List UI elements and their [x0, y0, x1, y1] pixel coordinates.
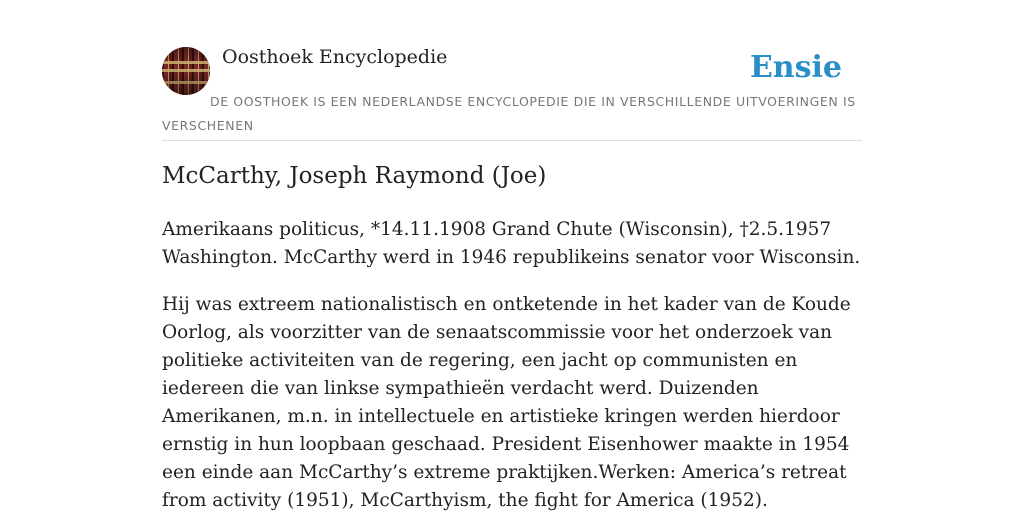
article-paragraph-1: Amerikaans politicus, *14.11.1908 Grand Chute (Wisconsin), †2.5.1957 Washington. McCarthy werd in 1946 republikeins senator voor Wisconsin. [162, 219, 861, 268]
ensie-logo-link[interactable]: Ensie [749, 50, 842, 85]
book-spines-icon[interactable] [162, 47, 210, 95]
article-title: McCarthy, Joseph Raymond (Joe) [162, 163, 547, 189]
site-name-link[interactable]: Oosthoek Encyclopedie [222, 46, 448, 68]
site-tagline: DE OOSTHOEK IS EEN NEDERLANDSE ENCYCLOPEDIE DIE IN VERSCHILLENDE UITVOERINGEN IS VERSCHENEN [162, 94, 856, 133]
page-container [162, 0, 862, 511]
site-header [162, 0, 862, 141]
article-paragraph-2: Hij was extreem nationalistisch en ontketende in het kader van de Koude Oorlog, als voorzitter van de senaatscommissie voor het onderzoek van politieke activiteiten van de regering, een jacht op communisten en iedereen die van linkse sympathieën verdacht werd. Duizenden Amerikanen, m.n. in intellectuele en artistieke kringen werden hierdoor ernstig in hun loopbaan geschaad. President Eisenhower maakte in 1954 een einde aan McCarthy’s extreme praktijken.Werken: America’s retreat from activity (1951), McCarthyism, the fight for America (1952). [162, 294, 851, 511]
avatar-shade [162, 47, 210, 95]
